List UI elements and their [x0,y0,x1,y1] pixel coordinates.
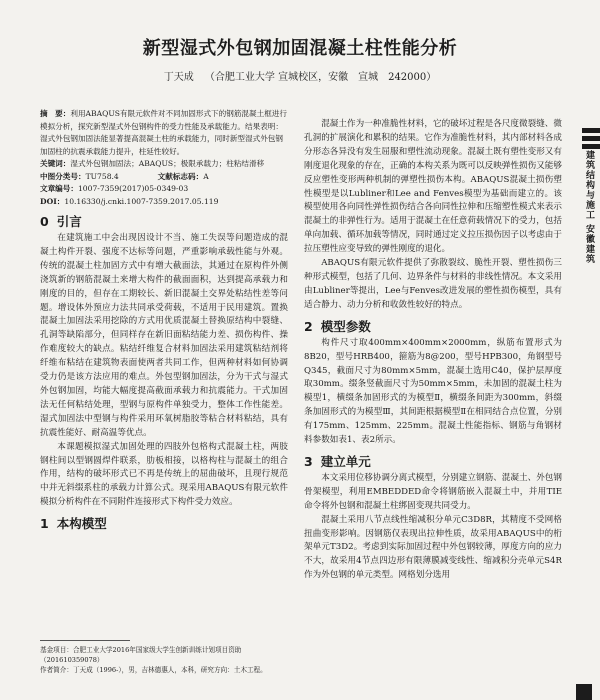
footnote-fund: 基金项目：合肥工业大学2016年国家级大学生创新训练计划项目资助（201610359078） [40,646,242,664]
section-heading-element [304,453,562,470]
clc-value: TU758.4 [85,171,119,181]
intro-paragraph-2: 本课题模拟湿式加固处理的四肢外包格构式混凝土柱，两肢钢柱间以型钢圆焊件联系，肋板相接，以格构柱与混凝土的组合作用，结构的破坏形式已不再是传统上的屈曲破坏，且现行规范中并无斜缀系柱的承载力计算公式。现采用ABAQUS有限元软件模拟分析构件在不同附件连接形式下构件受力效应。 [40,441,288,508]
section-title: 模型参数 [320,318,371,334]
doi-line [40,196,288,209]
section-number: 2 [304,318,313,334]
author-affiliation: （合肥工业大学 宣城校区，安徽 宣城 242000） [204,72,437,83]
keywords-text: 湿式外包钢加固法；ABAQUS；极限承载力；柱粘结滑移 [70,159,265,168]
classification-line [40,171,288,184]
intro-paragraph-1: 在建筑施工中会出现因设计不当、施工失误等问题造成的混凝土构件开裂、强度不达标等问题，严重影响承载性能与外观。传统的混凝土柱加固方式中有增大截面法，其通过在原构件外侧浇筑新的钢筋混凝土来增大构件的截面面积，达到提高承载力和刚度的目的，但存在工期较长、新旧混凝土交界处粘结性差等问题。增设体外预应力法共同承受荷载，不适用于民用建筑。置换混凝土加固法采用挖除的方式用优质混凝土替换原结构中裂缝、孔洞等缺陷部分，但同样存在新旧面粘结能力差、损伤构件、操作难度较大的缺点。粘结纤维复合材料加固法采用建筑粘结剂将纤维布粘结在建筑物表面使两者共同工作，但两种材料如何协调受力仍是该方法应用的难点。外包型钢加固法，分为干式与湿式外包钢加固，均能大幅度提高截面承载力和抗震能力。干式加固法无任何粘结处理，型钢与原构件单独受力，整体工作性能差。湿式加固法中型钢与构件采用环氧树脂胶等粘合材料粘结，具有抗震性能好、耐高温等优点。 [40,233,288,438]
section-number: 0 [40,214,49,229]
keywords-label: 关键词： [40,159,71,168]
section-heading-model [40,515,288,532]
section-heading-intro [40,213,288,230]
keywords [40,158,288,171]
model-paragraph-1: 混凝土作为一种准脆性材料，它的破坏过程是各尺度微裂缝、微孔洞的扩展演化和累积的结果。它作为准脆性材料，其内部材料各成分形态各异没有发生屈服和塑性流动现象。混凝土既有塑性变形又有刚度退化现象的存在，正确的本构关系为既可以反映弹性损伤又能够反应塑性变形两种机制的弹塑性损伤本构。ABAQUS混凝土损伤塑性模型是以Lubliner和Lee and Fenves模型为基础而建立的。该模型使用各向同性弹性损伤结合各向同性拉伸和压缩塑性模式来表示混凝土的非弹性行为。适用于混凝土在任意荷载情况下的受力，包括单向加载、循环加载等情况，同时通过定义拉压损伤因子以考虑由于拉压塑性应变导致的弹性刚度的退化。 [304,119,562,255]
section-number: 3 [304,453,313,469]
section-title: 引言 [56,214,82,229]
footnote-divider [40,640,130,641]
meta-block [40,108,288,208]
journal-section-label: 建筑结构与施工 安徽建筑 [584,150,594,265]
abstract-text: 利用ABAQUS有限元软件对不同加固形式下的钢筋混凝土框进行模拟分析，探究新型湿式外包钢构件的受力性能及承载能力。结果表明：湿式外包钢加固法能显著提高混凝土柱的承载能力，同时新型湿式外包钢加固柱的抗震承载能力提升，柱延性较好。 [40,109,287,156]
params-paragraph-1: 构件尺寸取400mm×400mm×2000mm，纵筋布置形式为8B20，型号HRB400，箍筋为8@200，型号HPB300，角钢型号Q345，截面尺寸为80mm×5mm，混凝土选用C40，保护层厚度取30mm。缀条竖截面尺寸为50mm×5mm，未加固的混凝土柱为模型1，横缀条加固形式的为模型Ⅱ，横缀条间距为300mm，斜缀条加固形式的为模型Ⅲ，其间距根据模型Ⅱ在相同结合点位置，分别有175mm、125mm、225mm。混凝土性能指标、钢筋与角钢材料参数如表1、表2所示。 [304,337,562,446]
element-paragraph-2: 混凝土采用八节点线性缩减积分单元C3D8R，其精度不受网格扭曲变形影响。因钢筋仅表现出拉伸性质，故采用ABAQUS中的桁架单元T3D2。考虑到实际加固过程中外包钢较薄，厚度方向的应力不大，故采用4节点四边形有限薄膜减变线性、缩减积分壳单元S4R作为外包钢的单元类型。网格划分选用 [304,514,562,581]
model-paragraph-2: ABAQUS有限元软件提供了弥散裂纹、脆性开裂、塑性损伤三种形式模型，包括了几何、边界条件与材料的非线性情况。本文采用由Lubliner等提出，Lee与Fenves改进发展的塑性损伤模型，具有适合静力、动力分析和收敛性较好的特点。 [304,258,562,310]
right-column [304,118,562,690]
section-title: 本构模型 [56,516,107,532]
author-name: 丁天成 [163,72,194,83]
footnote-author-bio: 作者简介：丁天成（1996-），男，吉林德惠人，本科，研究方向：土木工程。 [40,666,267,674]
section-title: 建立单元 [320,453,371,469]
page-corner-mark [576,684,592,700]
doi-label: DOI： [40,196,65,206]
article-number-line [40,183,288,196]
abstract-label: 摘 要： [40,109,71,118]
section-number: 1 [40,516,49,532]
abstract [40,108,288,158]
footnotes [40,645,288,675]
paper-title: 新型湿式外包钢加固混凝土柱性能分析 [142,38,458,59]
doc-code-label: 文献标志码： [157,171,204,181]
section-heading-params [304,318,562,335]
clc-label: 中图分类号： [40,171,86,181]
article-number-label: 文章编号： [40,184,78,193]
author-line [0,68,600,83]
article-number-value: 1007-7359(2017)05-0349-03 [77,184,189,193]
element-paragraph-1: 本文采用位移协调分离式模型，分别建立钢筋、混凝土、外包钢骨架模型，利用EMBEDDED命令将钢筋嵌入混凝土中，并用TIE命令将外包钢和混凝土柱绑固变现共同受力。 [304,472,562,511]
doc-code-value: A [203,171,209,181]
left-column [40,108,288,630]
doi-value: 10.16330/j.cnki.1007-7359.2017.05.119 [64,196,219,206]
